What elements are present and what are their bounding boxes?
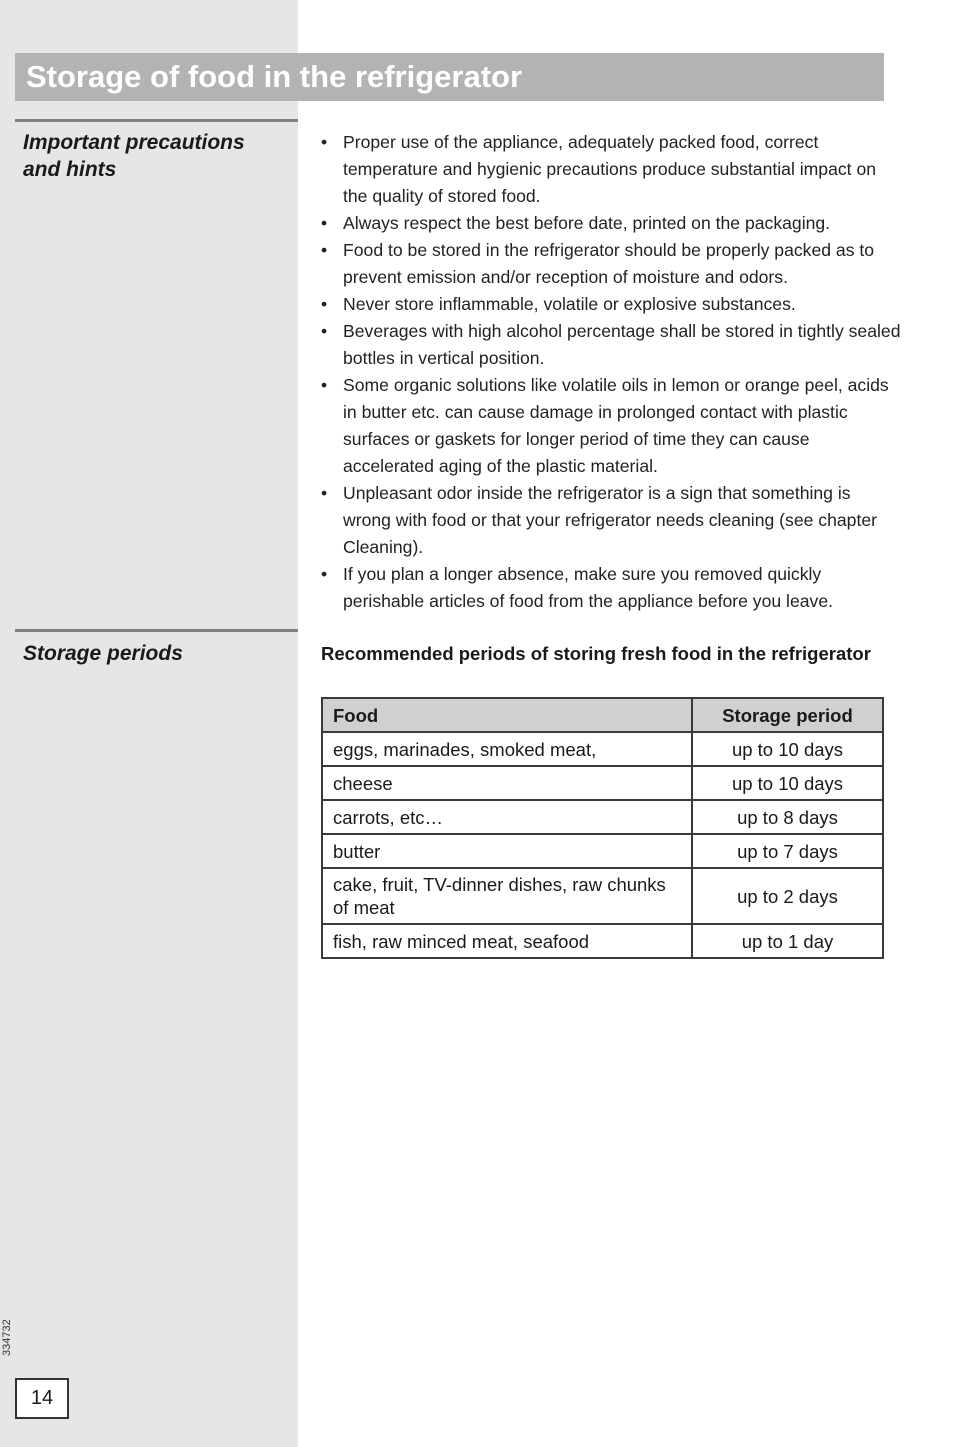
food-cell: eggs, marinades, smoked meat, (322, 732, 692, 766)
sidebar-background (0, 0, 298, 1447)
column-header-food: Food (322, 698, 692, 732)
section-divider-storage (15, 629, 298, 632)
page-number: 14 (30, 1387, 54, 1409)
page-number-box (15, 1378, 69, 1419)
precautions-heading-line1: Important precautions (23, 131, 245, 154)
table-row (322, 868, 883, 924)
page-title: Storage of food in the refrigerator (26, 59, 523, 94)
period-cell: up to 8 days (692, 800, 883, 834)
table-row (322, 834, 883, 868)
precautions-heading (23, 129, 245, 183)
list-item (321, 129, 901, 210)
list-item (321, 561, 901, 615)
list-item-text: Beverages with high alcohol percentage shall be stored in tightly sealed bottles in vertical position. (343, 321, 901, 368)
list-item (321, 372, 901, 480)
title-bar (15, 53, 884, 101)
period-cell: up to 10 days (692, 732, 883, 766)
bullet-icon: • (321, 294, 328, 314)
column-header-storage-period: Storage period (692, 698, 883, 732)
list-item-text: If you plan a longer absence, make sure you removed quickly perishable articles of food from the appliance before you leave. (343, 564, 833, 611)
bullet-icon: • (321, 132, 328, 152)
storage-heading: Storage periods (23, 642, 183, 665)
table-row (322, 766, 883, 800)
food-cell: fish, raw minced meat, seafood (322, 924, 692, 958)
list-item-text: Food to be stored in the refrigerator should be properly packed as to prevent emission and/or reception of moisture and odors. (343, 240, 875, 287)
list-item-text: Unpleasant odor inside the refrigerator is a sign that something is wrong with food or that your refrigerator needs cleaning (see chapter Cleaning). (343, 483, 877, 557)
period-cell: up to 10 days (692, 766, 883, 800)
section-divider-precautions (15, 119, 298, 122)
list-item-text: Proper use of the appliance, adequately packed food, correct temperature and hygienic precautions produce substantial impact on the quality of stored food. (343, 132, 877, 206)
table-row (322, 732, 883, 766)
list-item-text: Some organic solutions like volatile oils in lemon or orange peel, acids in butter etc. can cause damage in prolonged contact with plastic surfaces or gaskets for longer period of time they can cause accelerated aging of the plastic material. (343, 375, 889, 476)
bullet-icon: • (321, 564, 328, 584)
document-code: 334732 (1, 1319, 13, 1356)
list-item (321, 291, 901, 318)
bullet-icon: • (321, 213, 328, 233)
list-item (321, 210, 901, 237)
list-item-text: Never store inflammable, volatile or explosive substances. (343, 294, 796, 314)
list-item (321, 237, 901, 291)
bullet-icon: • (321, 321, 328, 341)
period-cell: up to 7 days (692, 834, 883, 868)
food-cell: cheese (322, 766, 692, 800)
food-cell: carrots, etc… (322, 800, 692, 834)
list-item (321, 480, 901, 561)
list-item (321, 318, 901, 372)
food-cell: cake, fruit, TV-dinner dishes, raw chunks of meat (322, 868, 692, 924)
table-row (322, 924, 883, 958)
period-cell: up to 1 day (692, 924, 883, 958)
table-row (322, 800, 883, 834)
precautions-list (321, 129, 901, 615)
table-title: Recommended periods of storing fresh food in the refrigerator (321, 643, 871, 664)
bullet-icon: • (321, 483, 328, 503)
storage-periods-table (321, 697, 884, 959)
bullet-icon: • (321, 240, 328, 260)
table-header-row (322, 698, 883, 732)
period-cell: up to 2 days (692, 868, 883, 924)
food-cell: butter (322, 834, 692, 868)
bullet-icon: • (321, 375, 328, 395)
precautions-heading-line2: and hints (23, 158, 117, 181)
list-item-text: Always respect the best before date, printed on the packaging. (343, 213, 831, 233)
